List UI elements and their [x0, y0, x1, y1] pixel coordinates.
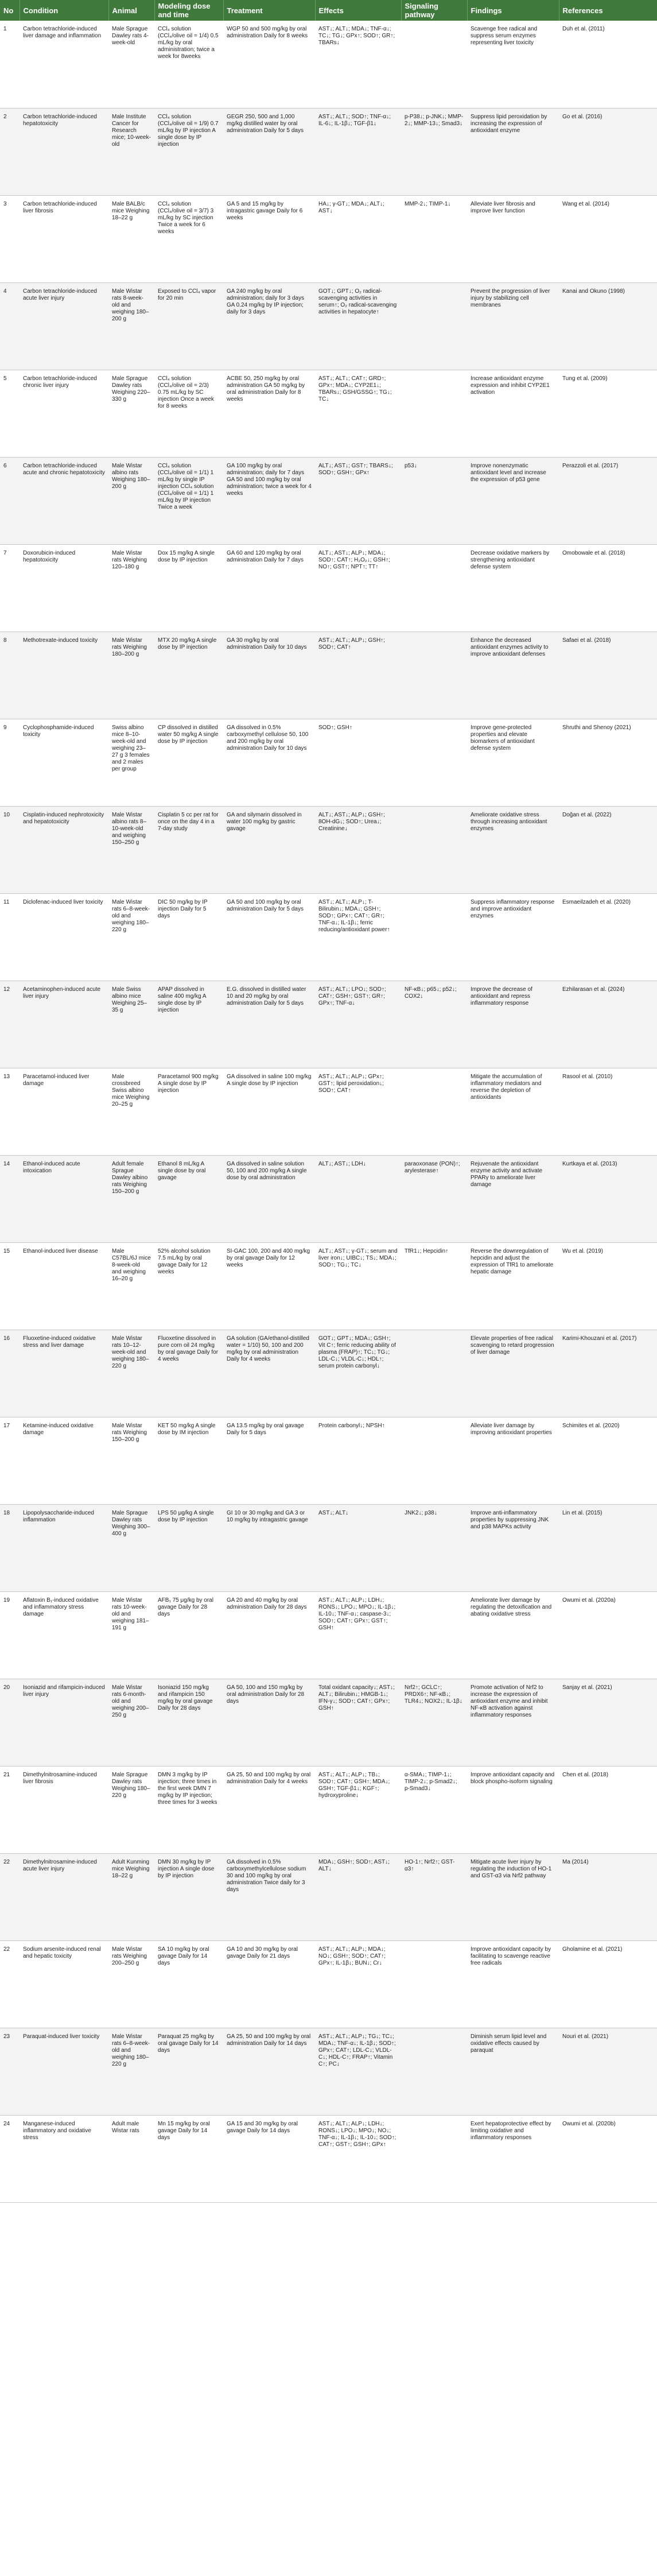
cell-condition: Ethanol-induced acute intoxication [20, 1155, 108, 1242]
cell-condition: Manganese-induced inflammatory and oxidative stress [20, 2115, 108, 2202]
cell-treatment: GA 15 and 30 mg/kg by oral gavage Daily for 14 days [223, 2115, 315, 2202]
cell-findings: Decrease oxidative markers by strengthening antioxidant defense system [467, 544, 559, 632]
cell-findings: Improve antioxidant capacity by facilitating to scavenge reactive free radicals [467, 1940, 559, 2028]
cell-treatment: GA 20 and 40 mg/kg by oral administration Daily for 28 days [223, 1591, 315, 1679]
cell-effects: ALT↓; AST↓; ALP↓; MDA↓; SOD↑; CAT↑; H₂O₂↓; GSH↑; NO↑; GST↑; NPT↑; TT↑ [315, 544, 401, 632]
cell-animal: Male Sprague Dawley rats Weighing 300–400 g [108, 1504, 154, 1591]
cell-modeling: CCl₄ solution (CCl₄/olive oil = 2/3) 0.75 mL/kg by SC injection Once a week for 8 weeks [154, 370, 223, 457]
header-effects: Effects [315, 0, 401, 21]
cell-modeling: 52% alcohol solution 7.5 mL/kg by oral gavage Daily for 12 weeks [154, 1242, 223, 1330]
table-row [0, 195, 657, 282]
cell-no: 24 [0, 2115, 20, 2202]
cell-no: 11 [0, 893, 20, 981]
table-row [0, 632, 657, 719]
cell-signaling [401, 806, 467, 893]
cell-no: 22 [0, 1853, 20, 1940]
cell-condition: Carbon tetrachloride-induced liver damage and inflammation [20, 21, 108, 108]
header-condition: Condition [20, 0, 108, 21]
cell-no: 12 [0, 981, 20, 1068]
header-treatment: Treatment [223, 0, 315, 21]
cell-effects: GOT↓; GPT↓; MDA↓; GSH↑; Vit C↑; ferric reducing ability of plasma (FRAP)↑; TC↓; TG↓; LDL-C↓; VLDL-C↓; HDL↑; serum protein carbonyl↓ [315, 1330, 401, 1417]
cell-treatment: GA dissolved in saline 100 mg/kg A single dose by IP injection [223, 1068, 315, 1155]
cell-references: Schimites et al. (2020) [559, 1417, 657, 1504]
cell-treatment: GI 10 or 30 mg/kg and GA 3 or 10 mg/kg by intragastric gavage [223, 1504, 315, 1591]
cell-modeling: CCl₄ solution (CCl₄/olive oil = 1/1) 1 mL/kg by single IP injection CCl₄ solution (CCl₄/olive oil = 1/1) 1 mL/kg by IP injection Twice a week [154, 457, 223, 544]
cell-findings: Improve the decrease of antioxidant and repress inflammatory response [467, 981, 559, 1068]
cell-references: Ma (2014) [559, 1853, 657, 1940]
cell-findings: Rejuvenate the antioxidant enzyme activity and activate PPARγ to ameliorate liver damage [467, 1155, 559, 1242]
cell-treatment: GA 100 mg/kg by oral administration; daily for 7 days GA 50 and 100 mg/kg by oral administration; twice a week for 4 weeks [223, 457, 315, 544]
table-row [0, 1068, 657, 1155]
cell-references: Doğan et al. (2022) [559, 806, 657, 893]
cell-condition: Lipopolysaccharide-induced inflammation [20, 1504, 108, 1591]
table-row [0, 544, 657, 632]
cell-animal: Male Sprague Dawley rats Weighing 220–330 g [108, 370, 154, 457]
cell-condition: Sodium arsenite-induced renal and hepatic toxicity [20, 1940, 108, 2028]
cell-animal: Adult Kunming mice Weighing 18–22 g [108, 1853, 154, 1940]
cell-animal: Male Wistar rats 10-week-old and weighing 181–191 g [108, 1591, 154, 1679]
cell-treatment: GA 50, 100 and 150 mg/kg by oral administration Daily for 28 days [223, 1679, 315, 1766]
cell-findings: Promote activation of Nrf2 to increase the expression of antioxidant enzyme and inhibit NF-κB activation against inflammatory responses [467, 1679, 559, 1766]
cell-references: Go et al. (2016) [559, 108, 657, 195]
cell-modeling: MTX 20 mg/kg A single dose by IP injection [154, 632, 223, 719]
cell-condition: Ethanol-induced liver disease [20, 1242, 108, 1330]
cell-condition: Doxorubicin-induced hepatotoxicity [20, 544, 108, 632]
cell-condition: Carbon tetrachloride-induced chronic liver injury [20, 370, 108, 457]
cell-effects: AST↓; ALT↓; MDA↓; TNF-α↓; TC↓; TG↓; GPx↑; SOD↑; GR↑; TBARs↓ [315, 21, 401, 108]
cell-animal: Adult male Wistar rats [108, 2115, 154, 2202]
cell-findings: Suppress inflammatory response and improve antioxidant enzymes [467, 893, 559, 981]
cell-treatment: GA and silymarin dissolved in water 100 mg/kg by gastric gavage [223, 806, 315, 893]
cell-signaling [401, 1591, 467, 1679]
cell-signaling [401, 2028, 467, 2115]
table-row [0, 1242, 657, 1330]
cell-treatment: GA 240 mg/kg by oral administration; daily for 3 days GA 0.24 mg/kg by IP injection; daily for 3 days [223, 282, 315, 370]
cell-no: 15 [0, 1242, 20, 1330]
cell-effects: AST↓; ALT↓; SOD↑; TNF-α↓; IL-6↓; IL-1β↓; TGF-β1↓ [315, 108, 401, 195]
cell-modeling: CP dissolved in distilled water 50 mg/kg A single dose by IP injection [154, 719, 223, 806]
cell-findings: Ameliorate oxidative stress through increasing antioxidant enzymes [467, 806, 559, 893]
cell-animal: Male Wistar rats 6–8-week-old and weighing 180–220 g [108, 893, 154, 981]
cell-effects: AST↓; ALT↓; CAT↑; GRD↑; GPx↑; MDA↓; CYP2E1↓; TBARs↓; GSH/GSSG↑; TG↓; TC↓ [315, 370, 401, 457]
cell-condition: Diclofenac-induced liver toxicity [20, 893, 108, 981]
cell-signaling: TfR1↓; Hepcidin↑ [401, 1242, 467, 1330]
cell-treatment: SI-GAC 100, 200 and 400 mg/kg by oral gavage Daily for 12 weeks [223, 1242, 315, 1330]
cell-effects: ALT↓; AST↓; γ-GT↓; serum and liver iron↓; UIBC↓; TS↓; MDA↓; SOD↑; TG↓; TC↓ [315, 1242, 401, 1330]
cell-condition: Carbon tetrachloride-induced liver fibrosis [20, 195, 108, 282]
cell-references: Gholamine et al. (2021) [559, 1940, 657, 2028]
cell-animal: Male Institute Cancer for Research mice; 10-week-old [108, 108, 154, 195]
cell-condition: Ketamine-induced oxidative damage [20, 1417, 108, 1504]
table-row [0, 21, 657, 108]
cell-modeling: DMN 30 mg/kg by IP injection A single dose by IP injection [154, 1853, 223, 1940]
cell-animal: Male Wistar rats 6–8-week-old and weighing 180–220 g [108, 2028, 154, 2115]
cell-references: Shruthi and Shenoy (2021) [559, 719, 657, 806]
table-row [0, 282, 657, 370]
cell-treatment: GA 13.5 mg/kg by oral gavage Daily for 5 days [223, 1417, 315, 1504]
cell-findings: Exert hepatoprotective effect by limiting oxidative and inflammatory responses [467, 2115, 559, 2202]
cell-condition: Cisplatin-induced nephrotoxicity and hepatotoxicity [20, 806, 108, 893]
cell-findings: Ameliorate liver damage by regulating the detoxification and abating oxidative stress [467, 1591, 559, 1679]
cell-no: 6 [0, 457, 20, 544]
cell-findings: Reverse the downregulation of hepcidin and adjust the expression of TfR1 to ameliorate hepatic damage [467, 1242, 559, 1330]
table-row [0, 981, 657, 1068]
cell-treatment: GA dissolved in 0.5% carboxymethyl cellulose 50, 100 and 200 mg/kg by oral administration Daily for 10 days [223, 719, 315, 806]
cell-references: Owumi et al. (2020b) [559, 2115, 657, 2202]
cell-animal: Male Wistar albino rats 8–10-week-old and weighing 150–250 g [108, 806, 154, 893]
cell-effects: AST↓; ALT↓; ALP↓; TG↓; TC↓; MDA↓; TNF-α↓; IL-1β↓; SOD↑; GPx↑; CAT↑; LDL-C↓; VLDL-C↓; HDL-C↑; FRAP↑; Vitamin C↑; PC↓ [315, 2028, 401, 2115]
cell-animal: Male Wistar rats Weighing 180–200 g [108, 632, 154, 719]
cell-findings: Alleviate liver damage by improving antioxidant properties [467, 1417, 559, 1504]
cell-condition: Paracetamol-induced liver damage [20, 1068, 108, 1155]
cell-modeling: SA 10 mg/kg by oral gavage Daily for 14 days [154, 1940, 223, 2028]
table-row [0, 1940, 657, 2028]
cell-no: 2 [0, 108, 20, 195]
cell-animal: Male Wistar rats Weighing 120–180 g [108, 544, 154, 632]
cell-modeling: Paraquat 25 mg/kg by oral gavage Daily for 14 days [154, 2028, 223, 2115]
cell-no: 22 [0, 1940, 20, 2028]
cell-effects: AST↓; ALT↓; ALP↓; LDH↓; RONS↓; LPO↓; MPO↓; IL-1β↓; IL-10↓; TNF-α↓; caspase-3↓; SOD↑; CAT↑; GPx↑; GST↑; GSH↑ [315, 1591, 401, 1679]
cell-condition: Acetaminophen-induced acute liver injury [20, 981, 108, 1068]
cell-no: 19 [0, 1591, 20, 1679]
cell-signaling [401, 1330, 467, 1417]
table-body [0, 21, 657, 2202]
cell-findings: Improve nonenzymatic antioxidant level and increase the expression of p53 gene [467, 457, 559, 544]
cell-signaling [401, 1417, 467, 1504]
table-row [0, 1330, 657, 1417]
cell-no: 21 [0, 1766, 20, 1853]
cell-references: Chen et al. (2018) [559, 1766, 657, 1853]
cell-effects: ALT↓; AST↓; GST↑; TBARS↓; SOD↑; GSH↑; GPx↑ [315, 457, 401, 544]
cell-treatment: GA 25, 50 and 100 mg/kg by oral administration Daily for 4 weeks [223, 1766, 315, 1853]
table-row [0, 1155, 657, 1242]
table-row [0, 806, 657, 893]
cell-treatment: WGP 50 and 500 mg/kg by oral administration Daily for 8 weeks [223, 21, 315, 108]
table-row [0, 1504, 657, 1591]
cell-signaling [401, 282, 467, 370]
cell-effects: SOD↑; GSH↑ [315, 719, 401, 806]
cell-references: Rasool et al. (2010) [559, 1068, 657, 1155]
cell-references: Safaei et al. (2018) [559, 632, 657, 719]
cell-references: Esmaeilzadeh et al. (2020) [559, 893, 657, 981]
cell-signaling: α-SMA↓; TIMP-1↓; TIMP-2↓; p-Smad2↓; p-Smad3↓ [401, 1766, 467, 1853]
cell-condition: Carbon tetrachloride-induced acute liver injury [20, 282, 108, 370]
cell-animal: Male BALB/c mice Weighing 18–22 g [108, 195, 154, 282]
cell-effects: AST↓; ALT↓; ALP↓; LDH↓; RONS↓; LPO↓; MPO↓; NO↓; TNF-α↓; IL-1β↓; IL-10↓; SOD↑; CAT↑; GST↑; GSH↑; GPx↑ [315, 2115, 401, 2202]
cell-animal: Male Swiss albino mice Weighing 25–35 g [108, 981, 154, 1068]
cell-condition: Dimethylnitrosamine-induced acute liver injury [20, 1853, 108, 1940]
table-row [0, 108, 657, 195]
cell-effects: Protein carbonyl↓; NPSH↑ [315, 1417, 401, 1504]
header-modeling: Modeling dose and time [154, 0, 223, 21]
cell-findings: Suppress lipid peroxidation by increasing the expression of antioxidant enzyme [467, 108, 559, 195]
cell-no: 23 [0, 2028, 20, 2115]
cell-references: Kurtkaya et al. (2013) [559, 1155, 657, 1242]
cell-no: 14 [0, 1155, 20, 1242]
table-row [0, 457, 657, 544]
cell-findings: Improve anti-inflammatory properties by suppressing JNK and p38 MAPKs activity [467, 1504, 559, 1591]
cell-references: Duh et al. (2011) [559, 21, 657, 108]
cell-findings: Elevate properties of free radical scavenging to retard progression of liver damage [467, 1330, 559, 1417]
cell-condition: Dimethylnitrosamine-induced liver fibrosis [20, 1766, 108, 1853]
cell-treatment: GEGR 250, 500 and 1,000 mg/kg distilled water by oral administration Daily for 5 days [223, 108, 315, 195]
cell-effects: Total oxidant capacity↓; AST↓; ALT↓; Bilirubin↓; HMGB-1↓; IFN-γ↓; SOD↑; CAT↑; GPx↑; GSH↑ [315, 1679, 401, 1766]
cell-animal: Male Wistar rats 8-week-old and weighing 180–200 g [108, 282, 154, 370]
cell-modeling: Mn 15 mg/kg by oral gavage Daily for 14 days [154, 2115, 223, 2202]
cell-treatment: GA dissolved in 0.5% carboxymethylcellulose sodium 30 and 100 mg/kg by oral administration Twice daily for 3 days [223, 1853, 315, 1940]
cell-modeling: Ethanol 8 mL/kg A single dose by oral gavage [154, 1155, 223, 1242]
cell-modeling: Paracetamol 900 mg/kg A single dose by IP injection [154, 1068, 223, 1155]
cell-signaling: Nrf2↑; GCLC↑; PRDX6↑; NF-κB↓; TLR4↓; NOX2↓; IL-1β↓ [401, 1679, 467, 1766]
table-row [0, 1679, 657, 1766]
cell-animal: Male Wistar rats 10–12-week-old and weighing 180–220 g [108, 1330, 154, 1417]
cell-signaling: paraoxonase (PON)↑; arylesterase↑ [401, 1155, 467, 1242]
cell-animal: Male Wistar rats 6-month-old and weighing 200–250 g [108, 1679, 154, 1766]
cell-effects: AST↓; ALT↓; LPO↓; SOD↑; CAT↑; GSH↑; GST↑; GR↑; GPx↑; TNF-α↓ [315, 981, 401, 1068]
cell-signaling [401, 370, 467, 457]
cell-no: 7 [0, 544, 20, 632]
cell-references: Omobowale et al. (2018) [559, 544, 657, 632]
cell-signaling [401, 719, 467, 806]
cell-signaling [401, 1940, 467, 2028]
cell-modeling: Isoniazid 150 mg/kg and rifampicin 150 mg/kg by oral gavage Daily for 28 days [154, 1679, 223, 1766]
cell-signaling [401, 21, 467, 108]
cell-no: 16 [0, 1330, 20, 1417]
table-row [0, 2028, 657, 2115]
cell-no: 20 [0, 1679, 20, 1766]
table-row [0, 2115, 657, 2202]
cell-treatment: GA 50 and 100 mg/kg by oral administration Daily for 5 days [223, 893, 315, 981]
cell-signaling: NF-κB↓; p65↓; p52↓; COX2↓ [401, 981, 467, 1068]
cell-modeling: KET 50 mg/kg A single dose by IM injection [154, 1417, 223, 1504]
cell-effects: HA↓; γ-GT↓; MDA↓; ALT↓; AST↓ [315, 195, 401, 282]
cell-modeling: Exposed to CCl₄ vapor for 20 min [154, 282, 223, 370]
cell-no: 1 [0, 21, 20, 108]
cell-findings: Scavenge free radical and suppress serum enzymes representing liver toxicity [467, 21, 559, 108]
cell-findings: Improve gene-protected properties and elevate biomarkers of antioxidant defense system [467, 719, 559, 806]
header-signaling: Signaling pathway [401, 0, 467, 21]
cell-modeling: Cisplatin 5 cc per rat for once on the day 4 in a 7-day study [154, 806, 223, 893]
cell-animal: Male crossbreed Swiss albino mice Weighing 20–25 g [108, 1068, 154, 1155]
table-row [0, 1417, 657, 1504]
cell-effects: ALT↓; AST↓; LDH↓ [315, 1155, 401, 1242]
cell-treatment: GA dissolved in saline solution 50, 100 and 200 mg/kg A single dose by oral administration [223, 1155, 315, 1242]
cell-animal: Male C57BL/6J mice 8-week-old and weighing 16–20 g [108, 1242, 154, 1330]
cell-modeling: LPS 50 μg/kg A single dose by IP injection [154, 1504, 223, 1591]
cell-signaling: p53↓ [401, 457, 467, 544]
cell-treatment: GA 5 and 15 mg/kg by intragastric gavage Daily for 6 weeks [223, 195, 315, 282]
cell-references: Owumi et al. (2020a) [559, 1591, 657, 1679]
cell-references: Karimi-Khouzani et al. (2017) [559, 1330, 657, 1417]
cell-treatment: ACBE 50, 250 mg/kg by oral administration GA 50 mg/kg by oral administration Daily for 8 weeks [223, 370, 315, 457]
cell-animal: Swiss albino mice 8–10-week-old and weighing 23–27 g 3 females and 2 males per group [108, 719, 154, 806]
cell-no: 8 [0, 632, 20, 719]
table-row [0, 1853, 657, 1940]
cell-modeling: CCl₄ solution (CCl₄/olive oil = 1/9) 0.7 mL/kg by IP injection A single dose by IP injection [154, 108, 223, 195]
cell-animal: Adult female Sprague Dawley albino rats Weighing 150–200 g [108, 1155, 154, 1242]
header-animal: Animal [108, 0, 154, 21]
cell-references: Lin et al. (2015) [559, 1504, 657, 1591]
header-no: No [0, 0, 20, 21]
cell-condition: Isoniazid and rifampicin-induced liver injury [20, 1679, 108, 1766]
cell-treatment: GA 25, 50 and 100 mg/kg by oral administration Daily for 14 days [223, 2028, 315, 2115]
cell-effects: AST↓; ALT↓; ALP↓; TB↓; SOD↑; CAT↑; GSH↑; MDA↓; GSH↑; TGF-β1↓; KGF↑; hydroxyproline↓ [315, 1766, 401, 1853]
cell-condition: Carbon tetrachloride-induced acute and chronic hepatotoxicity [20, 457, 108, 544]
cell-signaling [401, 893, 467, 981]
cell-references: Kanai and Okuno (1998) [559, 282, 657, 370]
cell-signaling [401, 1068, 467, 1155]
cell-signaling [401, 2115, 467, 2202]
cell-effects: AST↓; ALT↓ [315, 1504, 401, 1591]
cell-condition: Methotrexate-induced toxicity [20, 632, 108, 719]
cell-effects: ALT↓; AST↓; ALP↓; GSH↑; 8OH-dG↓; SOD↑; Urea↓; Creatinine↓ [315, 806, 401, 893]
cell-findings: Enhance the decreased antioxidant enzymes activity to improve antioxidant defenses [467, 632, 559, 719]
cell-modeling: APAP dissolved in saline 400 mg/kg A single dose by IP injection [154, 981, 223, 1068]
cell-references: Ezhilarasan et al. (2024) [559, 981, 657, 1068]
cell-references: Perazzoli et al. (2017) [559, 457, 657, 544]
cell-treatment: E.G. dissolved in distilled water 10 and 20 mg/kg by oral administration Daily for 5 days [223, 981, 315, 1068]
table-row [0, 370, 657, 457]
cell-treatment: GA 60 and 120 mg/kg by oral administration Daily for 7 days [223, 544, 315, 632]
cell-no: 5 [0, 370, 20, 457]
cell-effects: AST↓; ALT↓; ALP↓; GSH↑; SOD↑; CAT↑ [315, 632, 401, 719]
cell-condition: Carbon tetrachloride-induced hepatotoxicity [20, 108, 108, 195]
cell-references: Nouri et al. (2021) [559, 2028, 657, 2115]
table-row [0, 1591, 657, 1679]
cell-effects: AST↓; ALT↓; ALP↓; MDA↓; NO↓; GSH↑; SOD↑; CAT↑; GPx↑; IL-1β↓; BUN↓; Cr↓ [315, 1940, 401, 2028]
cell-treatment: GA 10 and 30 mg/kg by oral gavage Daily for 21 days [223, 1940, 315, 2028]
cell-effects: AST↓; ALT↓; ALP↓; T-Bilirubin↓; MDA↓; GSH↑; SOD↑; GPx↑; CAT↑; GR↑; TNF-α↓; IL-1β↓; ferric reducing/antioxidant power↑ [315, 893, 401, 981]
cell-condition: Cyclophosphamide-induced toxicity [20, 719, 108, 806]
cell-no: 10 [0, 806, 20, 893]
cell-condition: Paraquat-induced liver toxicity [20, 2028, 108, 2115]
cell-no: 9 [0, 719, 20, 806]
cell-signaling: JNK2↓; p38↓ [401, 1504, 467, 1591]
cell-references: Wang et al. (2014) [559, 195, 657, 282]
cell-references: Wu et al. (2019) [559, 1242, 657, 1330]
cell-no: 17 [0, 1417, 20, 1504]
cell-signaling: HO-1↑; Nrf2↑; GST-α3↑ [401, 1853, 467, 1940]
cell-references: Sanjay et al. (2021) [559, 1679, 657, 1766]
cell-findings: Increase antioxidant enzyme expression and inhibit CYP2E1 activation [467, 370, 559, 457]
cell-modeling: AFB₁ 75 μg/kg by oral gavage Daily for 28 days [154, 1591, 223, 1679]
cell-no: 3 [0, 195, 20, 282]
cell-modeling: Fluoxetine dissolved in pure corn oil 24 mg/kg by oral gavage Daily for 4 weeks [154, 1330, 223, 1417]
cell-findings: Improve antioxidant capacity and block phospho-isoform signaling [467, 1766, 559, 1853]
cell-animal: Male Wistar rats Weighing 150–200 g [108, 1417, 154, 1504]
cell-signaling: MMP-2↓; TIMP-1↓ [401, 195, 467, 282]
header-findings: Findings [467, 0, 559, 21]
cell-effects: MDA↓; GSH↑; SOD↑; AST↓; ALT↓ [315, 1853, 401, 1940]
cell-modeling: DMN 3 mg/kg by IP injection; three times in the first week DMN 7 mg/kg by IP injection; three times for 3 weeks [154, 1766, 223, 1853]
cell-treatment: GA solution (GA/ethanol-distilled water = 1/10) 50, 100 and 200 mg/kg by oral administration Daily for 4 weeks [223, 1330, 315, 1417]
cell-effects: GOT↓; GPT↓; O₂ radical-scavenging activities in serum↑; O₂ radical-scavenging activities in hepatocyte↑ [315, 282, 401, 370]
cell-modeling: CCl₄ solution (CCl₄/olive oil = 1/4) 0.5 mL/kg by oral administration; twice a week for 8weeks [154, 21, 223, 108]
table-header-row [0, 0, 657, 21]
cell-modeling: DIC 50 mg/kg by IP injection Daily for 5 days [154, 893, 223, 981]
cell-findings: Alleviate liver fibrosis and improve liver function [467, 195, 559, 282]
cell-effects: AST↓; ALT↓; ALP↓; GPx↑; GST↑; lipid peroxidation↓; SOD↑; CAT↑ [315, 1068, 401, 1155]
table-row [0, 719, 657, 806]
cell-no: 18 [0, 1504, 20, 1591]
cell-condition: Aflatoxin B₁-induced oxidative and inflammatory stress damage [20, 1591, 108, 1679]
cell-treatment: GA 30 mg/kg by oral administration Daily for 10 days [223, 632, 315, 719]
table-row [0, 1766, 657, 1853]
header-references: References [559, 0, 657, 21]
cell-references: Tung et al. (2009) [559, 370, 657, 457]
cell-animal: Male Wistar rats Weighing 200–250 g [108, 1940, 154, 2028]
cell-animal: Male Wistar albino rats Weighing 180–200 g [108, 457, 154, 544]
cell-signaling [401, 544, 467, 632]
cell-no: 4 [0, 282, 20, 370]
cell-signaling: p-P38↓; p-JNK↓; MMP-2↓; MMP-13↓; Smad3↓ [401, 108, 467, 195]
cell-no: 13 [0, 1068, 20, 1155]
cell-signaling [401, 632, 467, 719]
cell-animal: Male Sprague Dawley rats Weighing 180–220 g [108, 1766, 154, 1853]
table-row [0, 893, 657, 981]
cell-modeling: Dox 15 mg/kg A single dose by IP injection [154, 544, 223, 632]
cell-condition: Fluoxetine-induced oxidative stress and liver damage [20, 1330, 108, 1417]
cell-animal: Male Sprague Dawley rats 4-week-old [108, 21, 154, 108]
cell-findings: Diminish serum lipid level and oxidative effects caused by paraquat [467, 2028, 559, 2115]
cell-findings: Mitigate the accumulation of inflammatory mediators and reverse the depletion of antioxidants [467, 1068, 559, 1155]
cell-findings: Mitigate acute liver injury by regulating the induction of HO-1 and GST-α3 via Nrf2 pathway [467, 1853, 559, 1940]
cell-modeling: CCl₄ solution (CCl₄/olive oil = 3/7) 3 mL/kg by SC injection Twice a week for 6 weeks [154, 195, 223, 282]
cell-findings: Prevent the progression of liver injury by stabilizing cell membranes [467, 282, 559, 370]
